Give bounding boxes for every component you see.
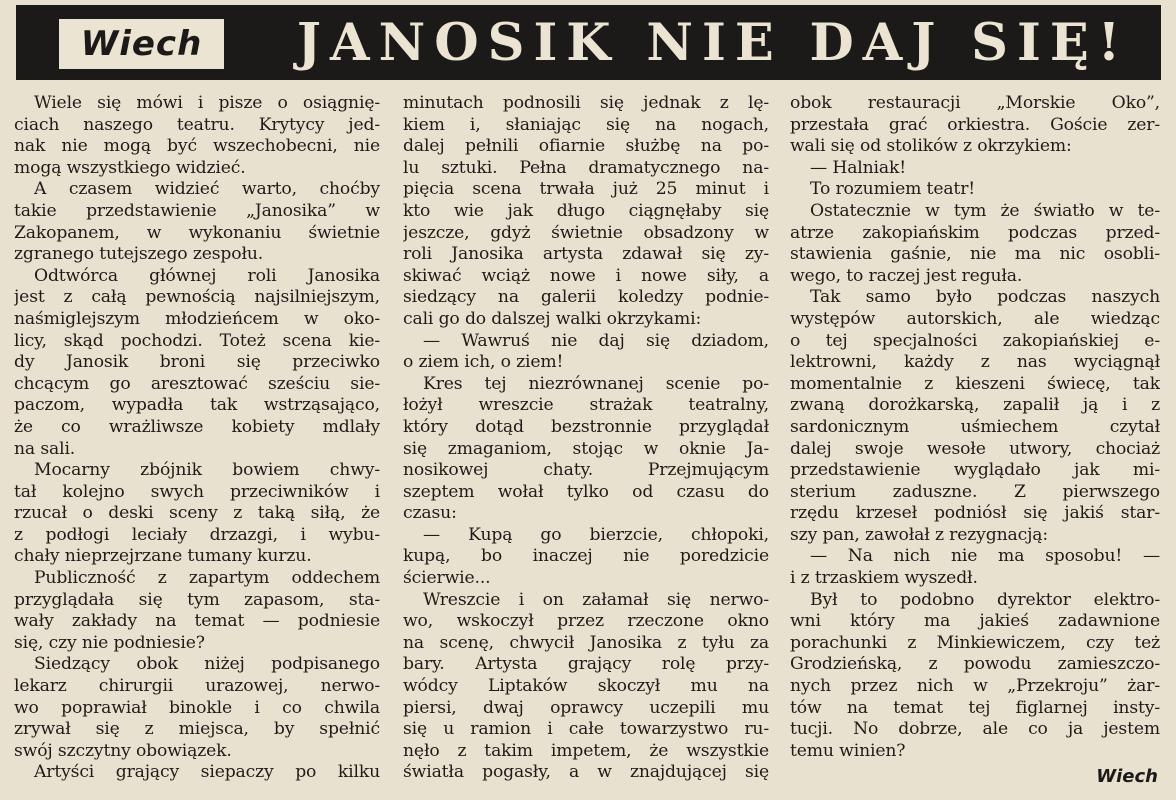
text-line: lektrowni, każdy z nas wyciągnął bbox=[790, 352, 1160, 373]
text-line: na sali. bbox=[14, 438, 76, 459]
text-line: z podłogi leciały drzazgi, i wybu- bbox=[14, 524, 380, 545]
text-line: dalej swoje wesołe utwory, chociaż bbox=[790, 438, 1160, 459]
text-line: licy, skąd pochodzi. Toteż scena kie- bbox=[14, 330, 380, 351]
text-line: i z trzaskiem wyszedł. bbox=[790, 568, 978, 589]
text-line: tucji. No dobrze, ale co ja jestem bbox=[790, 719, 1160, 740]
text-column-1 bbox=[14, 93, 380, 784]
text-line: wali się od stolików z okrzykiem: bbox=[790, 136, 1072, 157]
text-line: o tej specjalności zakopiańskiej e- bbox=[790, 330, 1160, 351]
text-line: chały nieprzejrzane tumany kurzu. bbox=[14, 546, 312, 567]
text-line: obok restauracji „Morskie Oko”, bbox=[790, 93, 1160, 113]
text-line: swój szczytny obowiązek. bbox=[14, 740, 232, 761]
text-line: Mocarny zbójnik bowiem chwy- bbox=[34, 460, 380, 481]
text-line: Wreszcie i on załamał się nerwo- bbox=[423, 589, 769, 610]
text-line: się u ramion i całe towarzystwo ru- bbox=[403, 719, 769, 740]
text-line: nęło z takim impetem, że wszystkie bbox=[403, 740, 769, 761]
text-line: o ziem ich, o ziem! bbox=[403, 352, 564, 373]
text-line: skiwać wciąż nowe i nowe siły, a bbox=[403, 265, 769, 286]
text-line: nak nie mogą być wszechobecni, nie bbox=[14, 136, 380, 157]
text-line: na scenę, chwycił Janosika z tyłu za bbox=[403, 632, 769, 653]
text-line: sterium zaduszne. Z pierwszego bbox=[790, 481, 1160, 502]
text-line: ciach naszego teatru. Krytycy jed- bbox=[14, 114, 380, 135]
text-line: wego, to raczej jest reguła. bbox=[790, 265, 1023, 286]
text-line: chcącym go aresztować sześciu sie- bbox=[14, 373, 380, 394]
text-line: Ostatecznie w tym że światło w te- bbox=[810, 200, 1160, 221]
text-line: minutach podnosili się jednak z lę- bbox=[403, 93, 769, 113]
text-line: przyglądała się tym zapasom, sta- bbox=[14, 589, 380, 610]
text-line: kiem i, słaniając się na nogach, bbox=[403, 114, 769, 135]
text-line: wały zakłady na temat — podniesie bbox=[14, 611, 380, 632]
text-line: tów na temat tej figlarnej insty- bbox=[790, 697, 1160, 718]
text-line: przedstawienie wyglądało jak mi- bbox=[790, 460, 1160, 481]
text-line: czasu: bbox=[403, 503, 457, 524]
text-line: atrze zakopiańskim podczas przed- bbox=[790, 222, 1160, 243]
text-line: lekarz chirurgii urazowej, nerwo- bbox=[14, 676, 380, 697]
text-line: sardonicznym uśmiechem czytał bbox=[790, 416, 1160, 437]
text-line: Kres tej niezrównanej scenie po- bbox=[423, 373, 769, 394]
author-logo-text: Wiech bbox=[80, 24, 203, 64]
text-line: wo poprawiał binokle i co chwila bbox=[14, 697, 380, 718]
text-line: nych przez nich w „Przekroju” żar- bbox=[790, 676, 1160, 697]
text-line: siedzący na galerii koledzy podnie- bbox=[403, 287, 769, 308]
text-line: paczom, wypadła tak wstrząsająco, bbox=[14, 395, 380, 416]
text-line: lu sztuki. Pełna dramatycznego na- bbox=[403, 157, 769, 178]
text-line: piersi, dwaj oprawcy uczepili mu bbox=[403, 697, 769, 718]
text-column-3 bbox=[790, 93, 1160, 762]
article-title: JANOSIK NIE DAJ SIĘ! bbox=[296, 13, 1130, 73]
text-line: przestała grać orkiestra. Goście zer- bbox=[790, 114, 1160, 135]
text-line: — Halniak! bbox=[810, 157, 907, 178]
text-line: To rozumiem teatr! bbox=[810, 179, 976, 200]
text-line: jeszcze, gdyż świetnie obsadzony w bbox=[403, 222, 769, 243]
text-line: stawienia gaśnie, nie ma nic osobli- bbox=[790, 244, 1160, 265]
text-line: pięcia scena trwała już 25 minut i bbox=[403, 179, 769, 200]
text-line: A czasem widzieć warto, choćby bbox=[34, 179, 380, 200]
text-line: dy Janosik broni się przeciwko bbox=[14, 352, 380, 373]
text-line: Tak samo było podczas naszych bbox=[810, 287, 1160, 308]
text-line: porachunki z Minkiewiczem, czy też bbox=[790, 632, 1160, 653]
text-line: Grodzieńską, z powodu zamieszczo- bbox=[790, 654, 1160, 675]
text-line: światła pogasły, a w znajdującej się bbox=[403, 762, 769, 783]
text-line: szy pan, zawołał z rezygnacją: bbox=[790, 524, 1048, 545]
text-line: ścierwie... bbox=[403, 568, 491, 589]
text-column-2 bbox=[403, 93, 769, 784]
text-line: Zakopanem, w wykonaniu świetnie bbox=[14, 222, 380, 243]
text-line: bary. Artysta grający rolę przy- bbox=[403, 654, 769, 675]
text-line: zgranego tutejszego zespołu. bbox=[14, 244, 264, 265]
text-line: się zmaganiom, stojąc w oknie Ja- bbox=[403, 438, 769, 459]
text-line: wódcy Liptaków skoczył mu na bbox=[403, 676, 769, 697]
text-line: roli Janosika artysta zdawał się zy- bbox=[403, 244, 769, 265]
text-line: Był to podobno dyrektor elektro- bbox=[810, 589, 1160, 610]
text-line: rzędu krzeseł podniósł się jakiś star- bbox=[790, 503, 1160, 524]
signature: Wiech bbox=[1096, 766, 1158, 787]
text-line: takie przedstawienie „Janosika” w bbox=[14, 200, 380, 221]
text-line: mogą wszystkiego widzieć. bbox=[14, 157, 246, 178]
text-line: Odtwórca głównej roli Janosika bbox=[34, 265, 380, 286]
author-logo bbox=[59, 19, 224, 69]
text-line: zwaną dorożkarską, zapalił ją i z bbox=[790, 395, 1160, 416]
title-banner bbox=[16, 5, 1161, 80]
text-line: kupą, bo inaczej nie poredzicie bbox=[403, 546, 769, 567]
text-line: występów autorskich, ale wiedząc bbox=[790, 308, 1160, 329]
text-line: temu winien? bbox=[790, 740, 906, 761]
text-line: — Wawruś nie daj się dziadom, bbox=[423, 330, 769, 351]
text-line: — Kupą go bierzcie, chłopoki, bbox=[423, 524, 769, 545]
text-line: tał kolejno swych przeciwników i bbox=[14, 481, 380, 502]
text-line: jest z całą pewnością najsilniejszym, bbox=[14, 287, 380, 308]
text-line: rzucał o deski sceny z taką siłą, że bbox=[14, 503, 380, 524]
text-line: który dotąd bezstronnie przyglądał bbox=[403, 416, 769, 437]
text-line: szeptem wołał tylko od czasu do bbox=[403, 481, 769, 502]
text-line: wni który ma jakieś zadawnione bbox=[790, 611, 1160, 632]
text-line: łożył wreszcie strażak teatralny, bbox=[403, 395, 769, 416]
text-line: Artyści grający siepaczy po kilku bbox=[34, 762, 380, 783]
text-line: kto wie jak długo ciągnęłaby się bbox=[403, 200, 769, 221]
text-line: się, czy nie podniesie? bbox=[14, 632, 205, 653]
text-line: — Na nich nie ma sposobu! — bbox=[810, 546, 1160, 567]
text-line: zrywał się z miejsca, by spełnić bbox=[14, 719, 380, 740]
text-line: że co wrażliwsze kobiety mdlały bbox=[14, 416, 380, 437]
text-line: wo, wskoczył przez rzeczone okno bbox=[403, 611, 769, 632]
text-line: dalej pełnili ofiarnie służbę na po- bbox=[403, 136, 769, 157]
text-line: Wiele się mówi i pisze o osiągnię- bbox=[34, 93, 380, 113]
text-line: Siedzący obok niżej podpisanego bbox=[34, 654, 380, 675]
text-line: Publiczność z zapartym oddechem bbox=[34, 568, 380, 589]
text-line: momentalnie z kieszeni świecę, tak bbox=[790, 373, 1160, 394]
text-line: cali go do dalszej walki okrzykami: bbox=[403, 308, 702, 329]
text-line: nosikowej chaty. Przejmującym bbox=[403, 460, 769, 481]
text-line: naśmiglejszym młodzieńcem w oko- bbox=[14, 308, 380, 329]
